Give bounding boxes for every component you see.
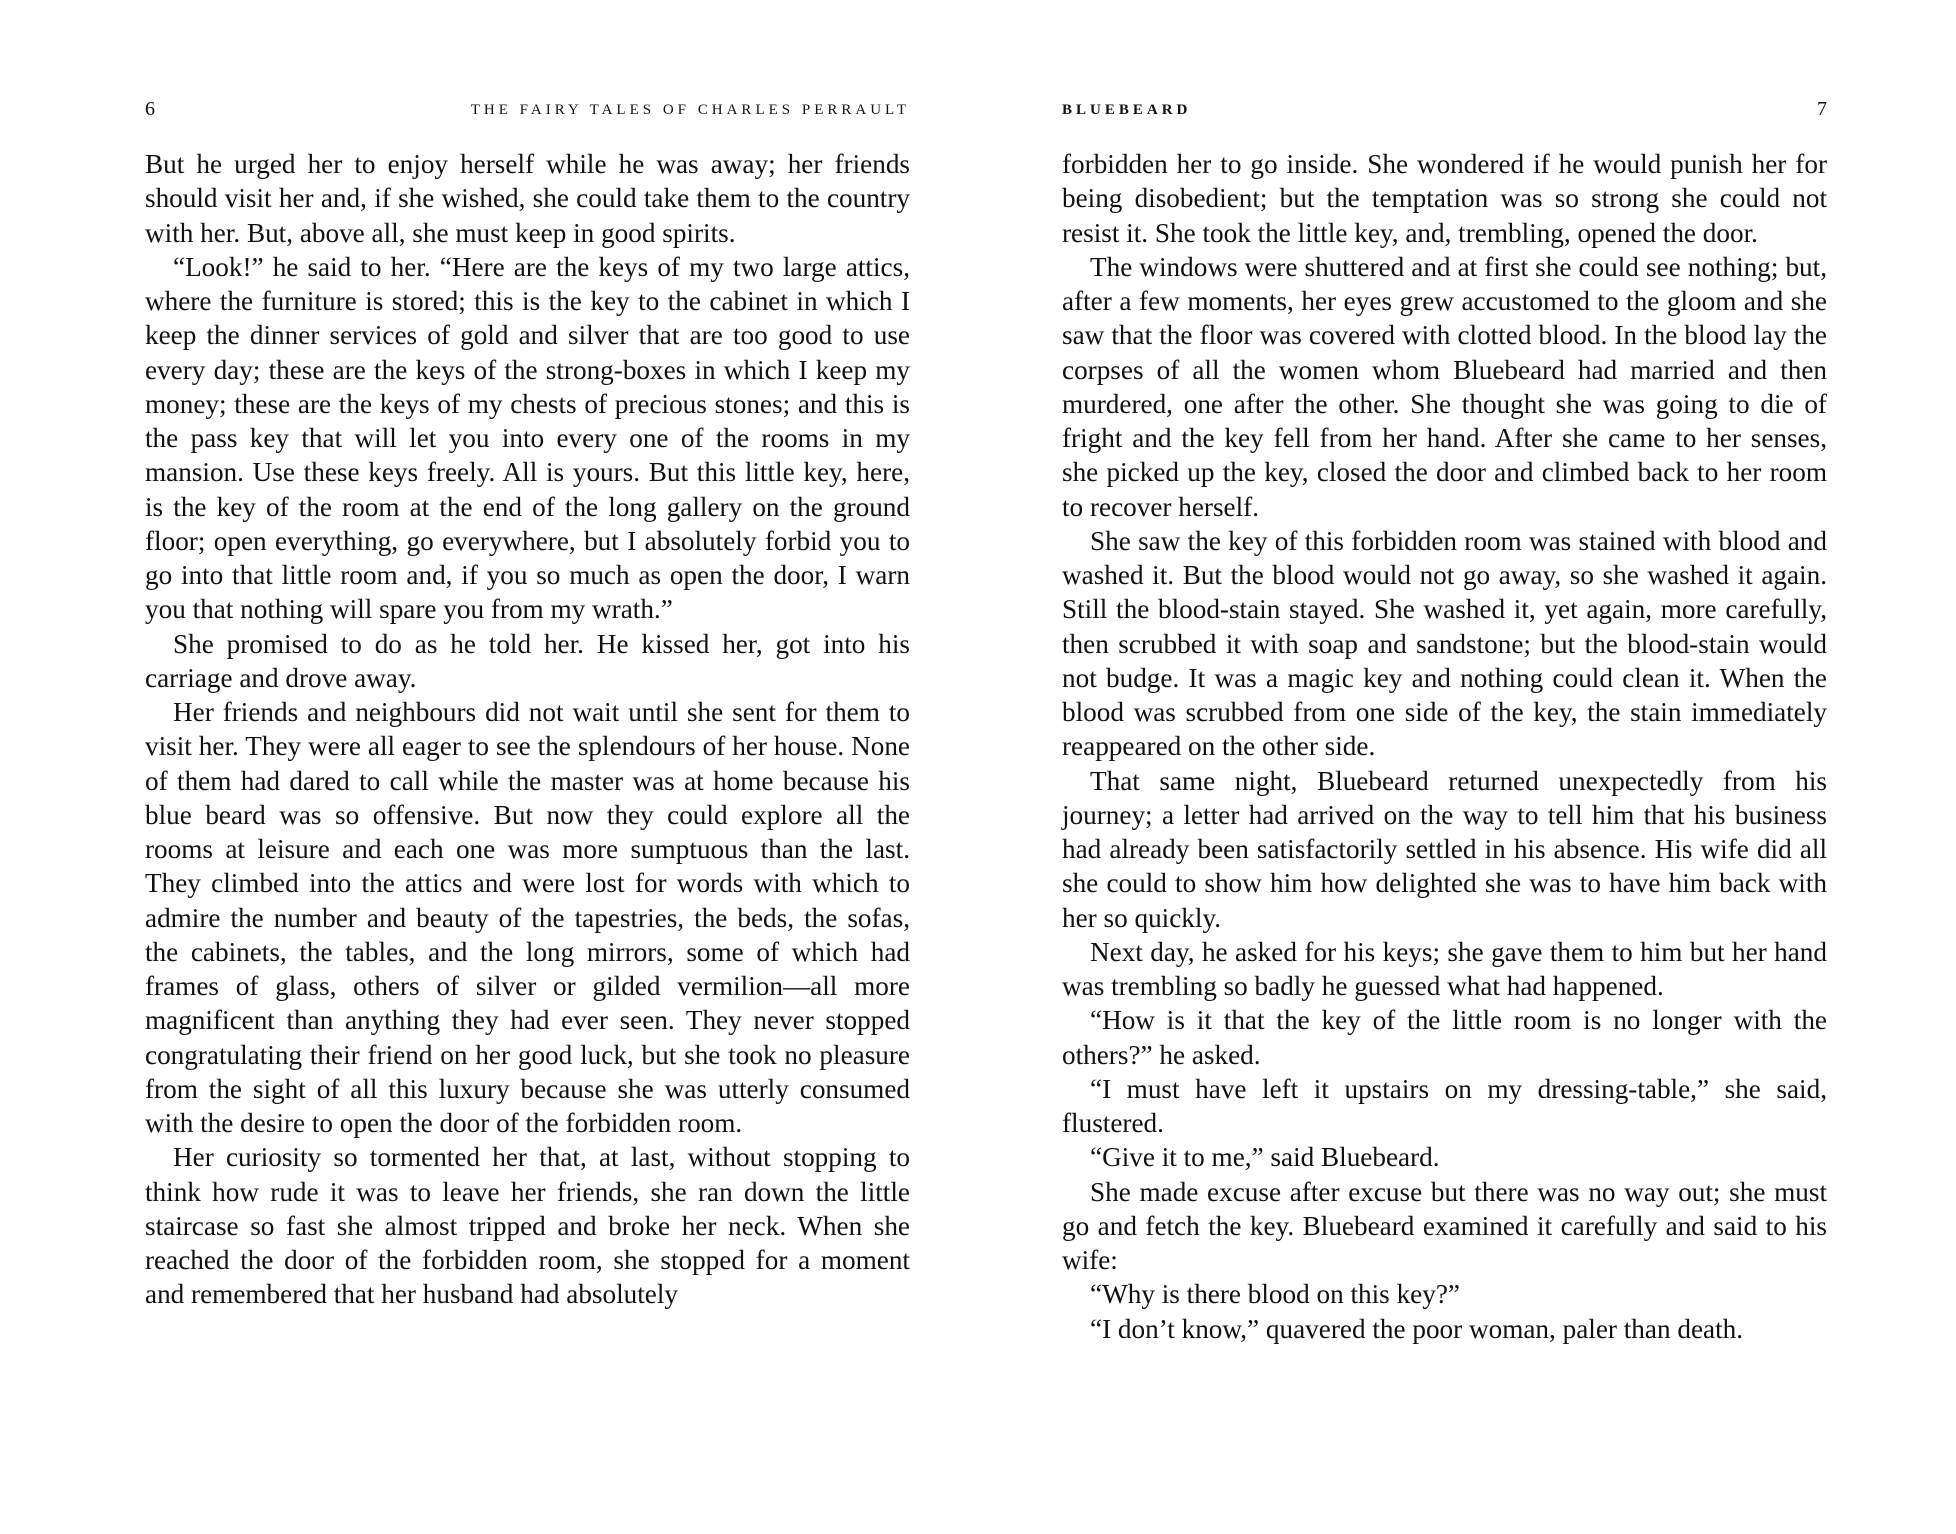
right-page-body xyxy=(1062,147,1827,1346)
left-page-header xyxy=(145,98,910,126)
running-head: THE FAIRY TALES OF CHARLES PERRAULT xyxy=(470,102,910,118)
page-number: 6 xyxy=(145,98,155,120)
paragraph: “Give it to me,” said Bluebeard. xyxy=(1090,1142,1440,1173)
paragraph: “I don’t know,” quavered the poor woman, paler than death. xyxy=(1090,1313,1744,1344)
paragraph: “Why is there blood on this key?” xyxy=(1090,1279,1460,1310)
page-number: 7 xyxy=(1817,98,1827,120)
paragraph: But he urged her to enjoy herself while he was away; her friends should visit her and, if she wished, she could take them to the country with her. But, above all, she must keep in good spirits. xyxy=(145,149,910,248)
running-head: BLUEBEARD xyxy=(1062,102,1192,118)
paragraph: She saw the key of this forbidden room was stained with blood and washed it. But the blood would not go away, so she washed it again. Still the blood-stain stayed. She washed it, yet again, more carefully, then scrubbed it with soap and sandstone; but the blood-stain would not budge. It was a magic key and nothing could clean it. When the blood was scrubbed from one side of the key, the stain immediately reappeared on the other side. xyxy=(1062,525,1827,762)
paragraph: She made excuse after excuse but there was no way out; she must go and fetch the key. Bluebeard examined it carefully and said to his wife: xyxy=(1062,1176,1827,1275)
paragraph: That same night, Bluebeard returned unexpectedly from his journey; a letter had arrived on the way to tell him that his business had already been satisfactorily settled in his absence. His wife did all she could to show him how delighted she was to have him back with her so quickly. xyxy=(1062,765,1827,933)
paragraph: “How is it that the key of the little room is no longer with the others?” he asked. xyxy=(1062,1005,1827,1070)
paragraph: Next day, he asked for his keys; she gave them to him but her hand was trembling so badly he guessed what had happened. xyxy=(1062,936,1827,1001)
paragraph: The windows were shuttered and at first she could see nothing; but, after a few moments, her eyes grew accustomed to the gloom and she saw that the floor was covered with clotted blood. In the blood lay the corpses of all the women whom Bluebeard had married and then murdered, one after the other. She thought she was going to die of fright and the key fell from her hand. After she came to her senses, she picked up the key, closed the door and climbed back to her room to recover herself. xyxy=(1062,251,1827,522)
paragraph: Her friends and neighbours did not wait until she sent for them to visit her. They were all eager to see the splendours of her house. None of them had dared to call while the master was at home because his blue beard was so offensive. But now they could explore all the rooms at leisure and each one was more sumptuous than the last. They climbed into the attics and were lost for words with which to admire the number and beauty of the tapestries, the beds, the sofas, the cabinets, the tables, and the long mirrors, some of which had frames of glass, others of silver or gilded vermilion—all more magnificent than anything they had ever seen. They never stopped congratulating their friend on her good luck, but she took no pleasure from the sight of all this luxury because she was utterly consumed with the desire to open the door of the forbidden room. xyxy=(145,697,910,1138)
left-page-body xyxy=(145,147,910,1312)
paragraph: She promised to do as he told her. He kissed her, got into his carriage and drove away. xyxy=(145,628,910,693)
paragraph: Her curiosity so tormented her that, at last, without stopping to think how rude it was to leave her friends, she ran down the little staircase so fast she almost tripped and broke her neck. When she reached the door of the forbidden room, she stopped for a moment and remembered that her husband had absolutely xyxy=(145,1142,910,1310)
paragraph: forbidden her to go inside. She wondered if he would punish her for being disobedient; but the temptation was so strong she could not resist it. She took the little key, and, trembling, opened the door. xyxy=(1062,149,1827,248)
right-page-header xyxy=(1062,98,1827,126)
paragraph: “I must have left it upstairs on my dressing-table,” she said, flustered. xyxy=(1062,1073,1827,1138)
paragraph: “Look!” he said to her. “Here are the keys of my two large attics, where the furniture is stored; this is the key to the cabinet in which I keep the dinner services of gold and silver that are too good to use every day; these are the keys of the strong-boxes in which I keep my money; these are the keys of my chests of precious stones; and this is the pass key that will let you into every one of the rooms in my mansion. Use these keys freely. All is yours. But this little key, here, is the key of the room at the end of the long gallery on the ground floor; open everything, go everywhere, but I absolutely forbid you to go into that little room and, if you so much as open the door, I warn you that nothing will spare you from my wrath.” xyxy=(145,251,910,625)
